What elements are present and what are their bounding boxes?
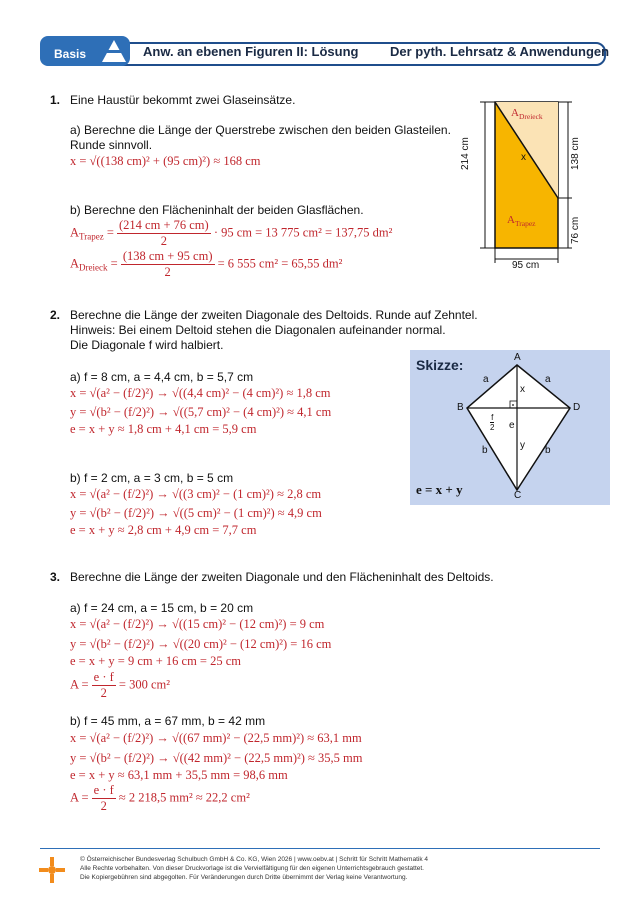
solution-line: e = x + y ≈ 1,8 cm + 4,1 cm = 5,9 cm	[70, 422, 257, 436]
solution-line: y = √(b² − (f/2)²) → √((42 mm)² − (22,5 mm)²) ≈ 35,5 mm	[70, 751, 363, 765]
chapter-title: Der pyth. Lehrsatz & Anwendungen	[390, 44, 610, 59]
sketch-title: Skizze:	[416, 357, 464, 373]
side-b-label: b	[482, 445, 488, 456]
half-f-label: f 2	[490, 413, 495, 432]
task-text: a) Berechne die Länge der Querstrebe zwischen den beiden Glasteilen.	[70, 123, 451, 137]
badge-label: Basis	[54, 47, 87, 61]
publisher-logo-icon	[38, 856, 66, 884]
given-values: a) f = 8 cm, a = 4,4 cm, b = 5,7 cm	[70, 370, 254, 384]
vertex-c-label: C	[514, 490, 522, 501]
area-trapezoid-label: $A_{Trapez}$	[507, 214, 536, 228]
segment-x-label: x	[520, 384, 525, 395]
solution-line: y = √(b² − (f/2)²) → √((5,7 cm)² − (4 cm)²) ≈ 4,1 cm	[70, 405, 332, 419]
task-text: b) Berechne den Flächeninhalt der beiden Glasflächen.	[70, 203, 364, 217]
solution-line: $A_{Dreieck}$ = $\frac{(138 cm + 95 cm)}{2}$ = 6 555 cm² = 65,55 dm²	[70, 249, 343, 279]
solution-line: x = √(a² − (f/2)²) → √((4,4 cm)² − (4 cm)²) ≈ 1,8 cm	[70, 386, 331, 400]
copyright-footer: © Österreichischer Bundesverlag Schulbuch GmbH & Co. KG, Wien 2026 | www.oebv.at | Schritt für Schritt Mathematik 4 Alle Rechte vorbehalten. Von dieser Druckvorlage ist die Vervielfältigung für den eigenen Unterrichtsgebrauch gestattet. Die Kopiergebühren sind abgegolten. Für Veränderungen durch Dritte übernimmt der Verlag keine Verantwortung.	[80, 856, 428, 881]
side-a-label: a	[483, 374, 489, 385]
vertex-d-label: D	[573, 402, 581, 413]
given-values: b) f = 2 cm, a = 3 cm, b = 5 cm	[70, 471, 234, 485]
vertex-b-label: B	[457, 402, 464, 413]
solution-line: x = √(a² − (f/2)²) → √((15 cm)² − (12 cm)²) = 9 cm	[70, 617, 325, 631]
footer-divider	[40, 848, 600, 849]
task-text: Berechne die Länge der zweiten Diagonale und den Flächeninhalt des Deltoids.	[70, 570, 494, 584]
diagonal-label: x	[521, 152, 526, 163]
solution-line: e = x + y = 9 cm + 16 cm = 25 cm	[70, 654, 241, 668]
task-number: 2.	[50, 308, 61, 322]
task-text: Eine Haustür bekommt zwei Glaseinsätze.	[70, 93, 296, 107]
solution-line: x = √((138 cm)² + (95 cm)²) ≈ 168 cm	[70, 154, 261, 168]
height-total-label: 214 cm	[460, 137, 471, 170]
sketch-formula: e = x + y	[416, 482, 463, 497]
worksheet-title: Anw. an ebenen Figuren II: Lösung	[143, 44, 359, 59]
task-number: 3.	[50, 570, 61, 584]
solution-line: $A_{Trapez}$ = $\frac{(214 cm + 76 cm)}{2}$ · 95 cm = 13 775 cm² = 137,75 dm²	[70, 218, 393, 248]
side-a-label: a	[545, 374, 551, 385]
height-bottom-label: 76 cm	[570, 216, 581, 244]
task-text: Die Diagonale f wird halbiert.	[70, 338, 224, 352]
side-b-label: b	[545, 445, 551, 456]
solution-line: y = √(b² − (f/2)²) → √((5 cm)² − (1 cm)²) ≈ 4,9 cm	[70, 506, 322, 520]
task-text: Runde sinnvoll.	[70, 138, 153, 152]
solution-line: A = $\frac{e \cdot f}{2}$ = 300 cm²	[70, 670, 170, 700]
solution-line: e = x + y ≈ 63,1 mm + 35,5 mm = 98,6 mm	[70, 768, 288, 782]
given-values: a) f = 24 cm, a = 15 cm, b = 20 cm	[70, 601, 254, 615]
triangle-logo-icon	[100, 38, 128, 64]
solution-line: x = √(a² − (f/2)²) → √((67 mm)² − (22,5 mm)²) ≈ 63,1 mm	[70, 731, 362, 745]
task-number: 1.	[50, 93, 61, 107]
segment-y-label: y	[520, 440, 525, 451]
door-figure	[455, 95, 605, 275]
task-text: Hinweis: Bei einem Deltoid stehen die Diagonalen aufeinander normal.	[70, 323, 446, 337]
given-values: b) f = 45 mm, a = 67 mm, b = 42 mm	[70, 714, 266, 728]
area-triangle-label: $A_{Dreieck}$	[511, 107, 543, 121]
solution-line: e = x + y ≈ 2,8 cm + 4,9 cm = 7,7 cm	[70, 523, 257, 537]
width-label: 95 cm	[512, 260, 540, 271]
solution-line: A = $\frac{e \cdot f}{2}$ ≈ 2 218,5 mm² ≈ 22,2 cm²	[70, 783, 250, 813]
height-top-label: 138 cm	[570, 137, 581, 170]
solution-line: y = √(b² − (f/2)²) → √((20 cm)² − (12 cm)²) = 16 cm	[70, 637, 332, 651]
task-text: Berechne die Länge der zweiten Diagonale des Deltoids. Runde auf Zehntel.	[70, 308, 478, 322]
diagonal-e-label: e	[509, 420, 515, 431]
vertex-a-label: A	[514, 352, 521, 363]
solution-line: x = √(a² − (f/2)²) → √((3 cm)² − (1 cm)²) ≈ 2,8 cm	[70, 487, 322, 501]
